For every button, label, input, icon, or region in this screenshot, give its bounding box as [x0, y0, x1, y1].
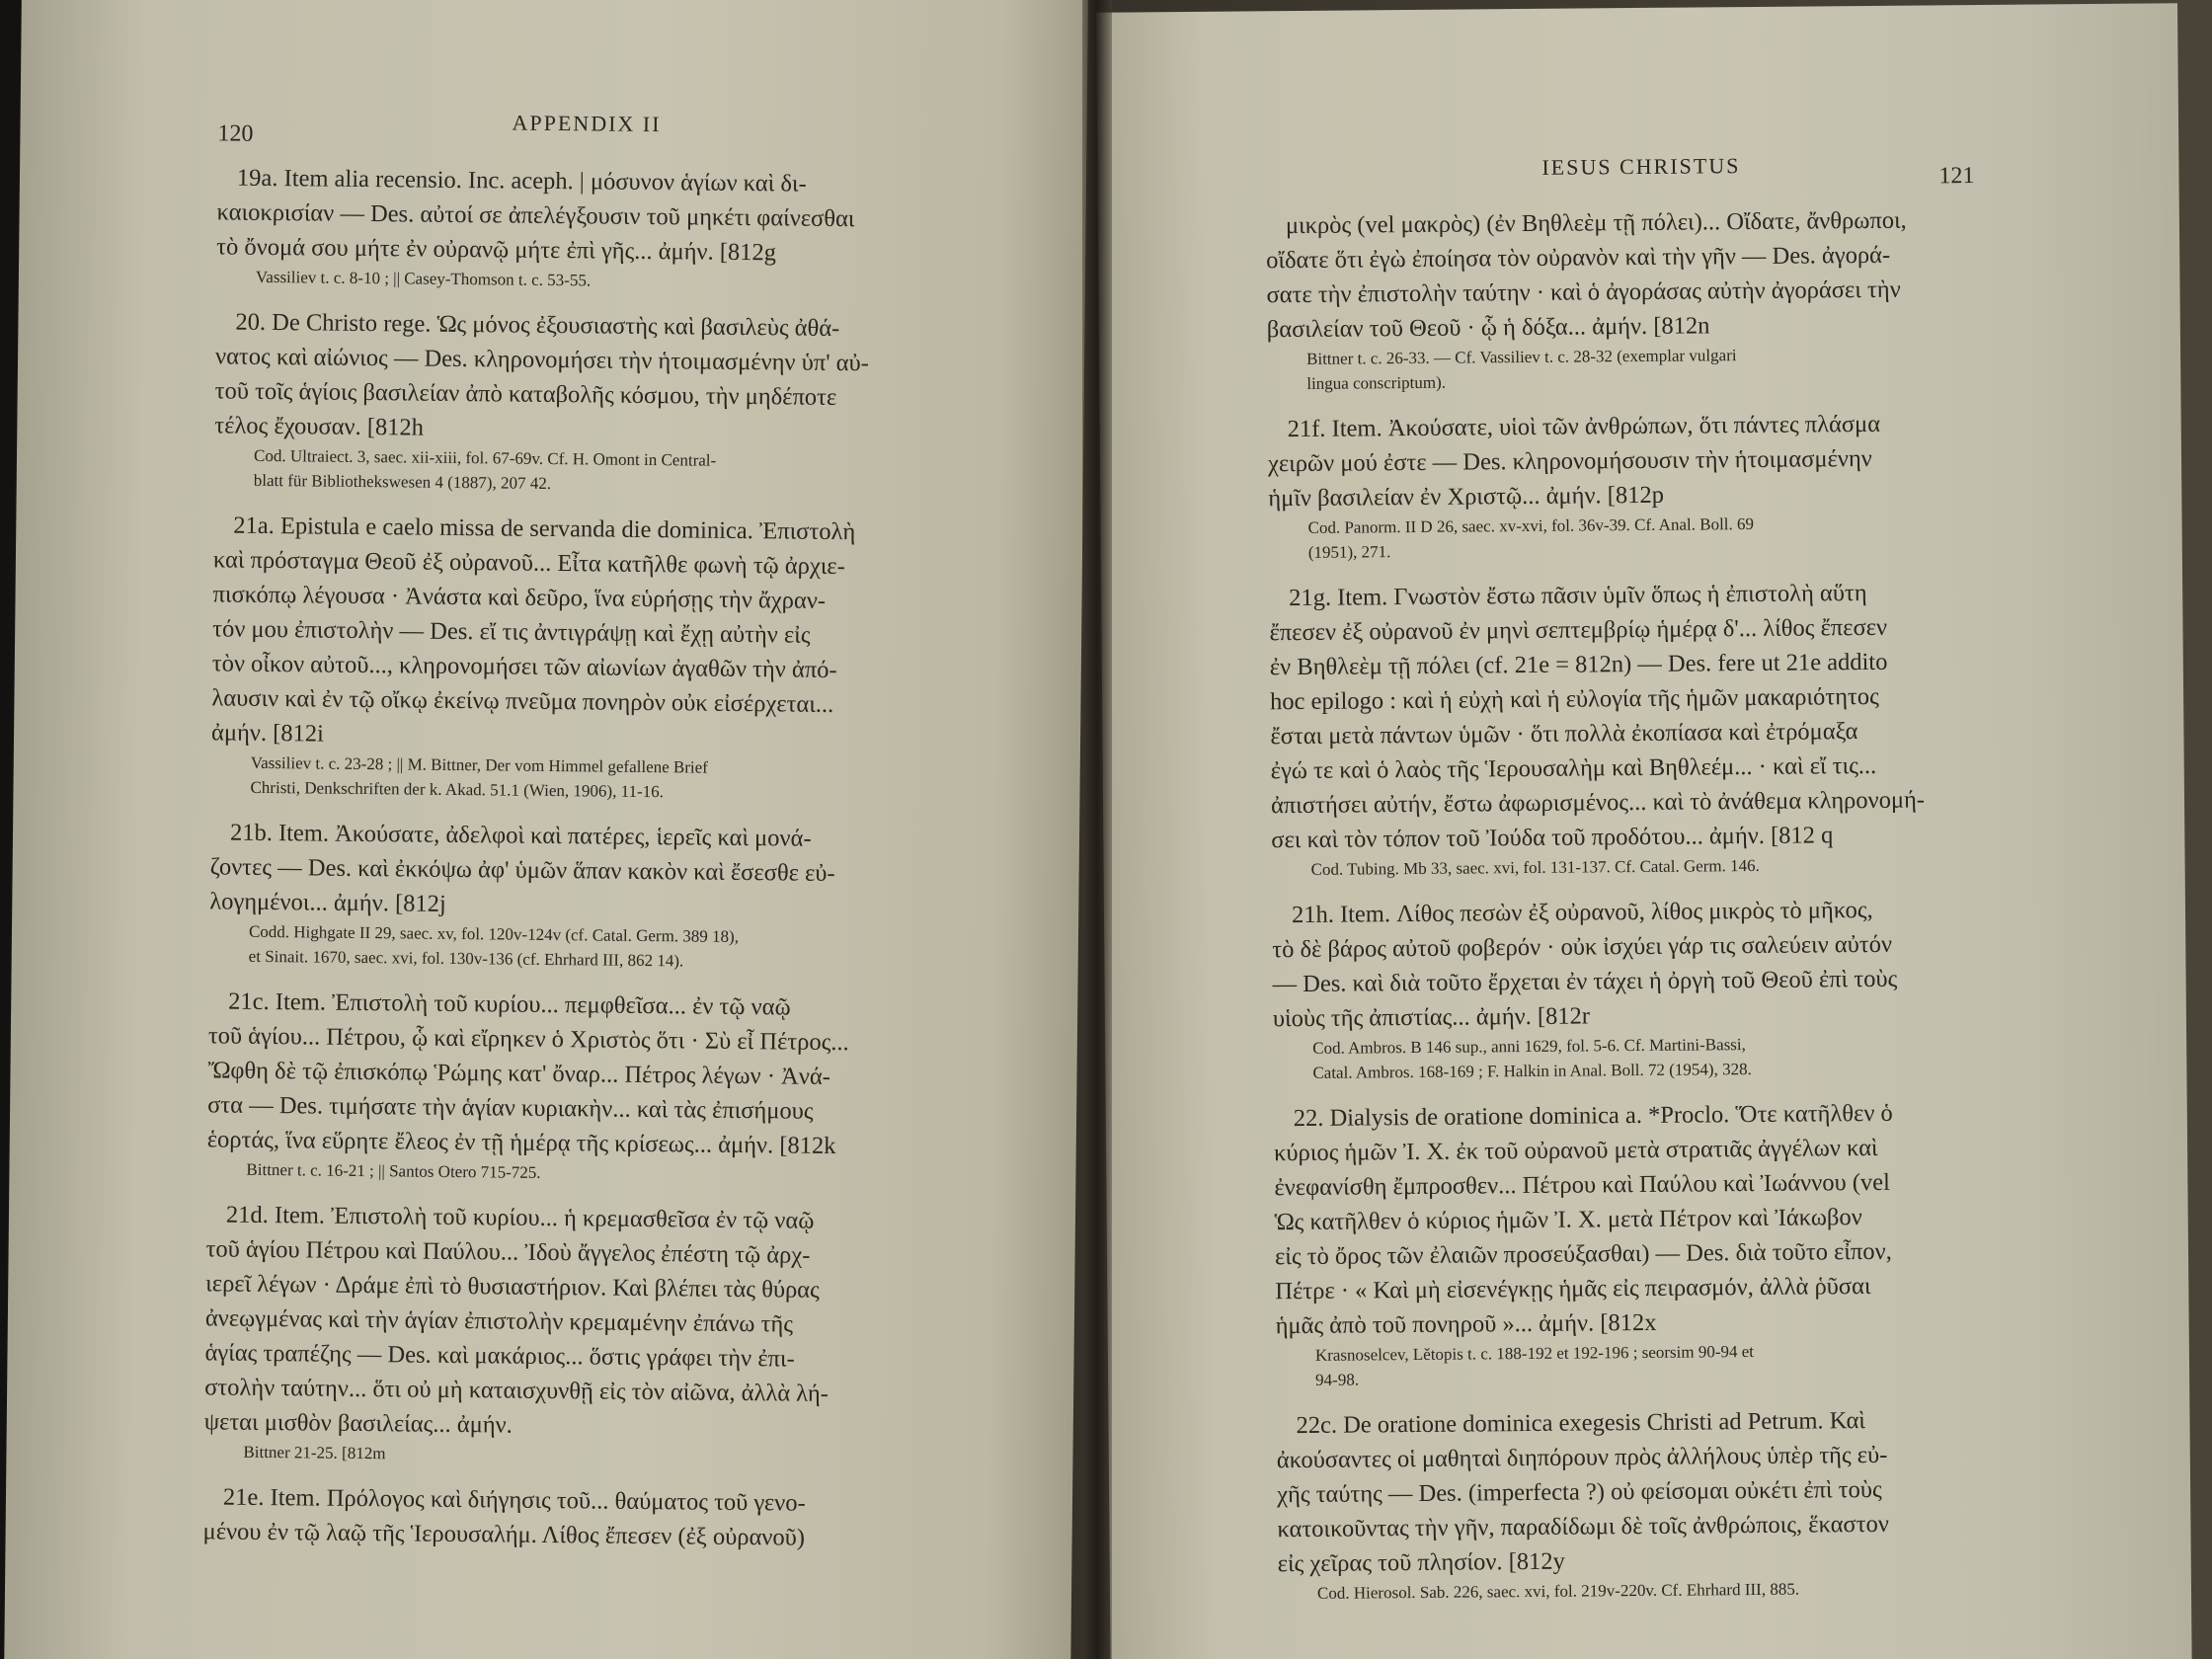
entry-text-line: λογημένοι... ἀμήν. [812j	[209, 888, 446, 917]
entry-text-line: κατοικοῦντας τὴν γῆν, παραδίδωμι δὲ τοῖς ἀνθρώποις, ἕκαστον	[1277, 1510, 1889, 1543]
page-number: 121	[1938, 163, 1975, 190]
entry-text-line: ἀκούσαντες οἱ μαθηταὶ διηπόρουν πρὸς ἀλλήλους ὑπὲρ τῆς εὐ-	[1276, 1441, 1888, 1474]
left-text-column	[202, 160, 988, 1572]
entry-text-line: τὸ δὲ βάρος αὐτοῦ φοβερόν · οὐκ ἰσχύει γάρ τις σαλεύειν αὐτόν	[1272, 930, 1893, 964]
entry-reference-line: Bittner 21-25. [812m	[243, 1442, 386, 1463]
catalogue-entry	[1272, 891, 2064, 1085]
catalogue-entry	[1276, 1401, 2068, 1606]
entry-text-line: εἰς χεῖρας τοῦ πλησίον. [812y	[1277, 1547, 1565, 1578]
catalogue-entry	[209, 815, 982, 976]
entry-reference-line: Vassiliev t. c. 23-28 ; || M. Bittner, Der vom Himmel gefallene Brief	[250, 752, 709, 777]
entry-reference-line: 94-98.	[1315, 1370, 1360, 1389]
entry-text-line: μένου ἐν τῷ λαῷ τῆς Ἱερουσαλήμ. Λίθος ἔπεσεν (ἐξ οὐρανοῦ)	[202, 1518, 806, 1551]
catalogue-entry	[1266, 201, 2058, 396]
entry-text-line: καὶ πρόσταγμα Θεοῦ ἐξ οὐρανοῦ... Εἶτα κατῆλθε φωνὴ τῷ ἀρχιε-	[212, 546, 845, 581]
right-text-column	[1266, 201, 2068, 1621]
entry-text-line: τοῦ ἁγίου Πέτρου καὶ Παύλου... Ἰδοὺ ἄγγελος ἐπέστη τῷ ἀρχ-	[205, 1235, 811, 1269]
entry-text-line: hoc epilogo : καὶ ἡ εὐχὴ καὶ ἡ εὐλογία τῆς ἡμῶν μακαριότητος	[1270, 682, 1879, 716]
entry-reference-line: lingua conscriptum).	[1306, 372, 1447, 393]
entry-reference-line: Codd. Highgate II 29, saec. xv, fol. 120v-124v (cf. Catal. Germ. 389 18),	[248, 921, 740, 946]
entry-text-line: μικρὸς (vel μακρὸς) (ἐν Βηθλεὲμ τῇ πόλει)... Οἴδατε, ἄνθρωποι,	[1285, 206, 1907, 240]
entry-text-line: χῆς ταύτης — Des. (imperfecta ?) οὐ φείσομαι οὐκέτι ἐπὶ τοὺς	[1277, 1475, 1882, 1509]
running-head: IESUS CHRISTUS	[1541, 153, 1741, 180]
entry-text-line: τὸν οἶκον αὐτοῦ..., κληρονομήσει τῶν αἰωνίων ἀγαθῶν τὴν ἀπό-	[211, 650, 837, 684]
entry-text-line: σατε τὴν ἐπιστολὴν ταύτην · καὶ ὁ ἀγοράσας αὐτὴν ἀγοράσει τὴν	[1266, 276, 1901, 309]
entry-reference-line: Krasnoselcev, Lětopis t. c. 188-192 et 192-196 ; seorsim 90-94 et	[1314, 1342, 1755, 1365]
entry-text-line: ἡμῖν βασιλείαν ἐν Χριστῷ... ἀμήν. [812p	[1268, 481, 1665, 513]
entry-text-line: 21h. Item. Λίθος πεσὼν ἐξ οὐρανοῦ, λίθος μικρὸς τὸ μῆκος,	[1291, 896, 1873, 929]
entry-reference-line: Cod. Hierosol. Sab. 226, saec. xvi, fol. 219v-220v. Cf. Ehrhard III, 885.	[1316, 1579, 1800, 1603]
running-head: APPENDIX II	[512, 110, 662, 137]
catalogue-entry	[202, 1479, 974, 1556]
entry-text-line: — Des. καὶ διὰ τοῦτο ἔρχεται ἐν τάχει ἡ ὀργὴ τοῦ Θεοῦ ἐπὶ τοὺς	[1272, 965, 1898, 998]
entry-text-line: ἀπιστήσει αὐτήν, ἔστω ἀφωρισμένος... καὶ τὸ ἀνάθεμα κληρονομή-	[1270, 786, 1926, 820]
entry-text-line: ἐγώ τε καὶ ὁ λαὸς τῆς Ἱερουσαλὴμ καὶ Βηθλεέμ... · καὶ εἴ τις...	[1270, 751, 1877, 785]
catalogue-entry	[203, 1197, 977, 1471]
right-page	[1096, 3, 2192, 1659]
entry-text-line: 20. De Christo rege. Ὡς μόνος ἐξουσιαστὴς καὶ βασιλεὺς ἀθά-	[235, 308, 840, 343]
entry-reference-line: Bittner t. c. 26-33. — Cf. Vassiliev t. c. 28-32 (exemplar vulgari	[1306, 346, 1737, 368]
entry-text-line: Ὤφθη δὲ τῷ ἐπισκόπῳ Ῥώμης κατ' ὄναρ... Πέτρος λέγων · Ἀνά-	[207, 1057, 831, 1090]
entry-text-line: 21f. Item. Ἀκούσατε, υἱοὶ τῶν ἀνθρώπων, ὅτι πάντες πλάσμα	[1287, 410, 1881, 443]
entry-text-line: εἰς τὸ ὄρος τῶν ἐλαιῶν προσεύξασθαι) — Des. διὰ τοῦτο εἶπον,	[1274, 1237, 1892, 1271]
entry-text-line: 21a. Epistula e caelo missa de servanda die dominica. Ἐπιστολὴ	[233, 512, 856, 546]
entry-text-line: ψεται μισθὸν βασιλείας... ἀμήν.	[203, 1408, 513, 1439]
entry-text-line: τοῦ ἁγίου... Πέτρου, ᾧ καὶ εἴρηκεν ὁ Χριστὸς ὅτι · Σὺ εἶ Πέτρος...	[207, 1022, 849, 1057]
entry-text-line: καιοκρισίαν — Des. αὐτοί σε ἀπελέγξουσιν τοῦ μηκέτι φαίνεσθαι	[216, 198, 855, 233]
entry-reference-line: Vassiliev t. c. 8-10 ; || Casey-Thomson t. c. 53-55.	[255, 267, 592, 290]
entry-text-line: χειρῶν μού ἐστε — Des. κληρονομήσουσιν τὴν ἡτοιμασμένην	[1267, 444, 1872, 478]
entry-reference-line: Cod. Tubing. Mb 33, saec. xvi, fol. 131-137. Cf. Catal. Germ. 146.	[1310, 855, 1760, 879]
entry-text-line: τόν μου ἐπιστολὴν — Des. εἴ τις ἀντιγράψῃ καὶ ἔχῃ αὐτὴν εἰς	[212, 615, 811, 649]
entry-text-line: 19a. Item alia recensio. Inc. aceph. | μόσυνον ἁγίων καὶ δι-	[236, 164, 807, 198]
entry-reference-line: Cod. Ultraiect. 3, saec. xii-xiii, fol. 67-69v. Cf. H. Omont in Central-	[253, 445, 717, 470]
entry-text-line: 21c. Item. Ἐπιστολὴ τοῦ κυρίου... πεμφθεῖσα... ἐν τῷ ναῷ	[228, 988, 791, 1021]
entry-text-line: ἀνεῳγμένας καὶ τὴν ἁγίαν ἐπιστολὴν κρεμαμένην ἐπάνω τῆς	[204, 1304, 794, 1338]
entry-text-line: ἀμήν. [812i	[210, 719, 325, 748]
entry-text-line: 22. Dialysis de oratione dominica a. *Proclo. Ὅτε κατῆλθεν ὁ	[1293, 1099, 1893, 1133]
entry-text-line: σει καὶ τὸν τόπον τοῦ Ἰούδα τοῦ προδότου... ἀμήν. [812 q	[1271, 822, 1834, 854]
catalogue-entry	[214, 304, 987, 500]
entry-text-line: βασιλείαν τοῦ Θεοῦ · ᾧ ἡ δόξα... ἀμήν. [812n	[1266, 312, 1710, 344]
entry-text-line: 21b. Item. Ἀκούσατε, ἀδελφοὶ καὶ πατέρες, ἱερεῖς καὶ μονά-	[229, 819, 812, 852]
entry-text-line: ἁγίας τραπέζης — Des. καὶ μακάριος... ὅστις γράφει τὴν ἐπι-	[204, 1339, 795, 1373]
entry-text-line: υἱοὺς τῆς ἀπιστίας... ἀμήν. [812r	[1272, 1002, 1591, 1033]
entry-text-line: λαυσιν καὶ ἐν τῷ οἴκῳ ἐκείνῳ πνεῦμα πονηρὸν οὐκ εἰσέρχεται...	[211, 684, 834, 718]
entry-text-line: 21e. Item. Πρόλογος καὶ διήγησις τοῦ... θαύματος τοῦ γενο-	[222, 1483, 806, 1517]
book-gutter	[1082, 0, 1112, 1659]
entry-text-line: τὸ ὄνομά σου μήτε ἐν οὐρανῷ μήτε ἐπὶ γῆς... ἀμήν. [812g	[216, 233, 777, 267]
catalogue-entry	[1274, 1094, 2067, 1392]
catalogue-entry	[1269, 574, 2062, 882]
catalogue-entry	[1268, 405, 2059, 565]
entry-text-line: ἔπεσεν ἐξ οὐρανοῦ ἐν μηνὶ σεπτεμβρίῳ ἡμέρᾳ δ'... λίθος ἔπεσεν	[1269, 613, 1888, 647]
entry-text-line: ζοντες — Des. καὶ ἐκκόψω ἀφ' ὑμῶν ἅπαν κακὸν καὶ ἔσεσθε εὐ-	[209, 853, 835, 888]
entry-text-line: κύριος ἡμῶν Ἰ. Χ. ἐκ τοῦ οὐρανοῦ μετὰ στρατιᾶς ἀγγέλων καὶ	[1273, 1134, 1878, 1167]
entry-text-line: στολὴν ταύτην... ὅτι οὐ μὴ καταισχυνθῇ εἰς τὸν αἰῶνα, ἀλλὰ λή-	[204, 1374, 830, 1407]
entry-text-line: Πέτρε · « Καὶ μὴ εἰσενέγκῃς ἡμᾶς εἰς πειρασμόν, ἀλλὰ ῥῦσαι	[1275, 1272, 1871, 1305]
left-page	[4, 0, 1088, 1659]
entry-text-line: ἑορτάς, ἵνα εὕρητε ἔλεος ἐν τῇ ἡμέρᾳ τῆς κρίσεως... ἀμήν. [812k	[206, 1126, 836, 1160]
catalogue-entry	[206, 984, 979, 1189]
entry-text-line: οἴδατε ὅτι ἐγὼ ἐποίησα τὸν οὐρανὸν καὶ τὴν γῆν — Des. ἀγορά-	[1266, 241, 1891, 275]
entry-text-line: τέλος ἔχουσαν. [812h	[214, 412, 425, 441]
entry-text-line: στα — Des. τιμήσατε τὴν ἁγίαν κυριακὴν... καὶ τὰς ἐπισήμους	[207, 1091, 814, 1125]
catalogue-entry	[216, 160, 988, 296]
entry-text-line: Ὡς κατῆλθεν ὁ κύριος ἡμῶν Ἰ. Χ. μετὰ Πέτρον καὶ Ἰάκωβον	[1274, 1204, 1862, 1236]
entry-reference-line: Christi, Denkschriften der k. Akad. 51.1 (Wien, 1906), 11-16.	[250, 777, 665, 802]
entry-text-line: τοῦ τοῖς ἁγίοις βασιλείαν ἀπὸ καταβολῆς κόσμου, τὴν μηδέποτε	[214, 377, 837, 412]
entry-text-line: νατος καὶ αἰώνιος — Des. κληρονομήσει τὴν ἡτοιμασμένην ὑπ' αὐ-	[214, 343, 870, 377]
entry-text-line: ἔσται μετὰ πάντων ὑμῶν · ὅτι πολλὰ ἐκοπίασα καὶ ἐτρόμαξα	[1270, 718, 1858, 750]
entry-reference-line: et Sinait. 1670, saec. xvi, fol. 130v-136 (cf. Ehrhard III, 862 14).	[248, 946, 684, 971]
entry-text-line: ιερεῖ λέγων · Δράμε ἐπὶ τὸ θυσιαστήριον. Καὶ βλέπει τὰς θύρας	[205, 1270, 820, 1304]
page-number: 120	[217, 120, 254, 147]
entry-reference-line: blatt für Bibliothekswesen 4 (1887), 207 42.	[253, 470, 552, 493]
entry-text-line: ἐν Βηθλεὲμ τῇ πόλει (cf. 21e = 812n) — Des. fere ut 21e addito	[1269, 648, 1888, 681]
catalogue-entry	[210, 508, 984, 807]
entry-reference-line: Catal. Ambros. 168-169 ; F. Halkin in Anal. Boll. 72 (1954), 328.	[1312, 1060, 1752, 1082]
entry-text-line: ἐνεφανίσθη ἔμπροσθεν... Πέτρου καὶ Παύλου καὶ Ἰωάννου (vel	[1274, 1168, 1890, 1202]
entry-reference-line: (1951), 271.	[1307, 542, 1391, 562]
entry-reference-line: Cod. Ambros. B 146 sup., anni 1629, fol. 5-6. Cf. Martini-Bassi,	[1312, 1035, 1746, 1058]
entry-text-line: ἡμᾶς ἀπὸ τοῦ πονηροῦ »... ἀμήν. [812x	[1275, 1308, 1657, 1340]
entry-text-line: 22c. De oratione dominica exegesis Christi ad Petrum. Καὶ	[1296, 1407, 1866, 1440]
entry-text-line: 21g. Item. Γνωστὸν ἔστω πᾶσιν ὑμῖν ὅπως ἡ ἐπιστολὴ αὕτη	[1289, 579, 1867, 612]
entry-reference-line: Cod. Panorm. II D 26, saec. xv-xvi, fol. 36v-39. Cf. Anal. Boll. 69	[1307, 514, 1755, 537]
entry-text-line: 21d. Item. Ἐπιστολὴ τοῦ κυρίου... ἡ κρεμασθεῖσα ἐν τῷ ναῷ	[225, 1201, 815, 1234]
entry-text-line: πισκόπῳ λέγουσα · Ἀνάστα καὶ δεῦρο, ἵνα εὑρήσῃς τὴν ἄχραν-	[212, 581, 827, 614]
entry-reference-line: Bittner t. c. 16-21 ; || Santos Otero 715-725.	[246, 1159, 541, 1182]
